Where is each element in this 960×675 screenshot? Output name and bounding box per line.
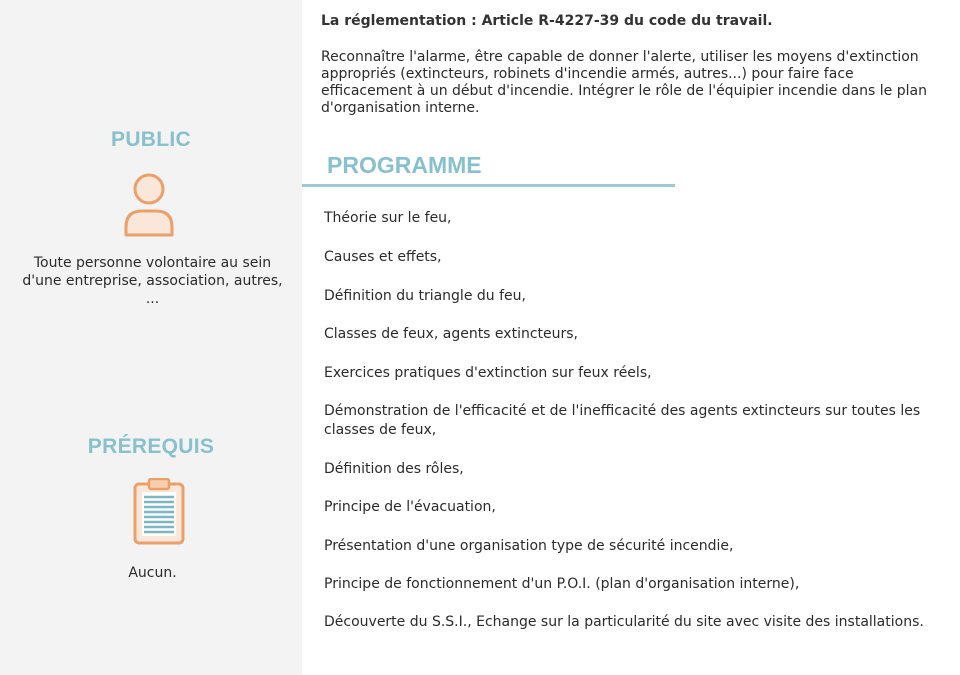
person-icon (122, 171, 176, 237)
programme-item: Théorie sur le feu, (324, 210, 452, 226)
sidebar (0, 0, 302, 675)
reglementation-title: La réglementation : Article R-4227-39 du code du travail. (321, 13, 773, 29)
prerequis-text: Aucun. (128, 565, 177, 581)
programme-item: Présentation d'une organisation type de sécurité incendie, (324, 538, 734, 554)
programme-item: Principe de l'évacuation, (324, 499, 496, 515)
programme-title: PROGRAMME (327, 152, 482, 178)
main-content (302, 0, 960, 675)
public-title: PUBLIC (111, 128, 191, 151)
programme-item: Classes de feux, agents extincteurs, (324, 326, 579, 342)
programme-item: Définition des rôles, (324, 461, 464, 477)
prerequis-title: PRÉREQUIS (87, 435, 215, 458)
programme-item: Principe de fonctionnement d'un P.O.I. (plan d'organisation interne), (324, 576, 800, 592)
public-text: Toute personne volontaire au sein d'une entreprise, association, autres, ... (22, 255, 283, 307)
programme-divider (302, 184, 675, 187)
programme-item: Définition du triangle du feu, (324, 288, 526, 304)
programme-item: Démonstration de l'efficacité et de l'inefficacité des agents extincteurs sur toutes les classes de feux, (324, 403, 921, 438)
programme-item: Exercices pratiques d'extinction sur feux réels, (324, 365, 652, 381)
objectif-paragraph: Reconnaître l'alarme, être capable de donner l'alerte, utiliser les moyens d'extinction appropriés (extincteurs, robinets d'incendie armés, autres...) pour faire face efficacement à un début d'incendie. Intégrer le rôle de l'équipier incendie dans le plan d'organisation interne. (321, 49, 927, 116)
programme-item: Découverte du S.S.I., Echange sur la particularité du site avec visite des installations. (324, 614, 924, 630)
programme-item: Causes et effets, (324, 249, 442, 265)
clipboard-icon (132, 478, 186, 546)
